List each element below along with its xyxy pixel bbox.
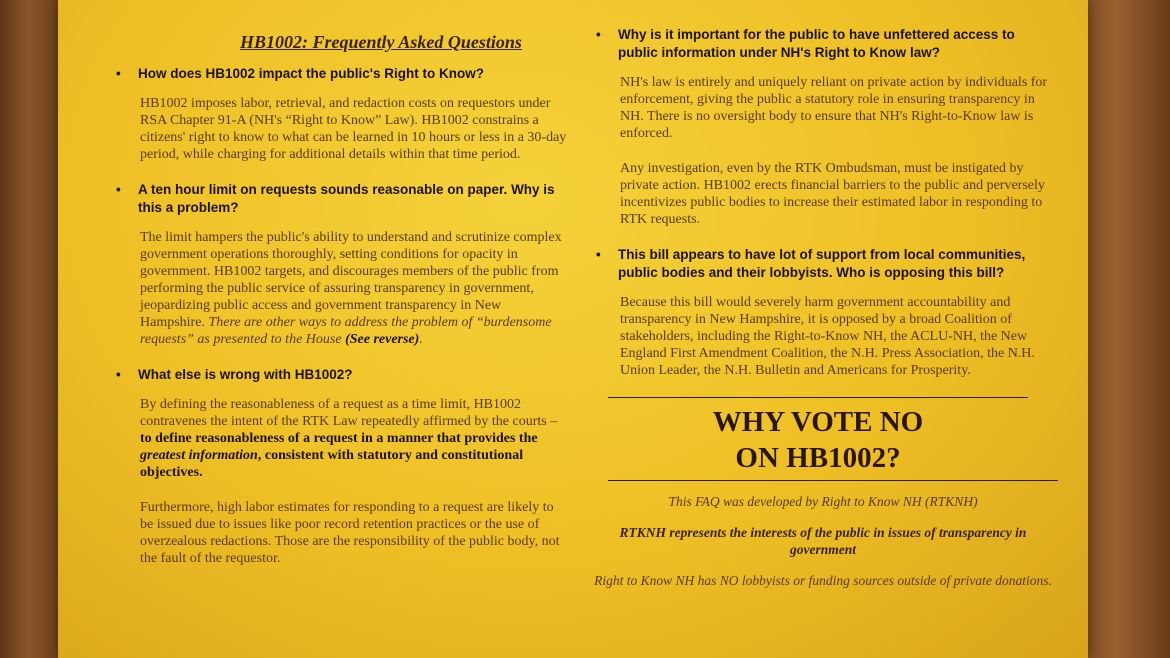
answer-5: Because this bill would severely harm government accountability and transparency in New Hampshire, it is opposed by a broad Coalition of stakeholders, including the Right-to-Know NH, the ACLU-NH, the New England First Amendment Coalition, the N.H. Press Association, the N.H. Union Leader, the N.H. Bulletin and Americans for Prosperity. xyxy=(620,295,1035,378)
wood-surface-right xyxy=(1080,0,1170,658)
headline-line-1: WHY VOTE NO xyxy=(712,406,924,438)
document-title: HB1002: Frequently Asked Questions xyxy=(240,32,522,52)
answer-2-italic: There are other ways to address the problem of “burdensome requests” as presented to the House xyxy=(140,315,552,347)
bullet-icon: • xyxy=(116,182,121,197)
answer-3a-bolditalic: greatest information xyxy=(140,448,258,463)
question-1 xyxy=(108,65,568,83)
divider-top xyxy=(608,397,1028,398)
question-3 xyxy=(108,366,568,384)
answer-3a-text: By defining the reasonableness of a request as a time limit, HB1002 contravenes the intent of the RTK Law repeatedly affirmed by the courts – xyxy=(140,397,558,429)
wood-surface-left xyxy=(0,0,62,658)
divider-bottom xyxy=(608,480,1058,481)
right-column xyxy=(588,26,1058,603)
answer-3a xyxy=(140,396,568,481)
question-5-text: This bill appears to have lot of support from local communities, public bodies and their lobbyists. Who is opposing this bill? xyxy=(618,247,1026,280)
question-2-text: A ten hour limit on requests sounds reasonable on paper. Why is this a problem? xyxy=(138,182,555,215)
question-2 xyxy=(108,181,568,217)
bullet-icon: • xyxy=(116,66,121,81)
footer-developed: This FAQ was developed by Right to Know NH (RTKNH) xyxy=(668,494,978,509)
footer-represents: RTKNH represents the interests of the public in issues of transparency in government xyxy=(619,525,1027,557)
answer-3b: Furthermore, high labor estimates for responding to a request are likely to be issued due to issues like poor record retention practices or the use of overzealous redactions. Those are the responsibility of the public body, not the fault of the requestor. xyxy=(140,500,560,566)
footer-lobbyists: Right to Know NH has NO lobbyists or funding sources outside of private donations. xyxy=(594,573,1052,588)
bullet-icon: • xyxy=(596,247,601,262)
answer-2 xyxy=(140,229,568,348)
question-4-text: Why is it important for the public to have unfettered access to public information under NH's Right to Know law? xyxy=(618,27,1015,60)
bullet-icon: • xyxy=(596,27,601,42)
answer-2-see-reverse: (See reverse) xyxy=(345,332,420,347)
answer-1: HB1002 imposes labor, retrieval, and redaction costs on requestors under RSA Chapter 91-A (NH's “Right to Know” Law). HB1002 constrains a citizens' right to know to what can be learned in 10 hours or less in a 30-day period, while charging for additional details within that time period. xyxy=(140,96,567,162)
answer-3a-bold2: , consistent with statutory and constitutional objectives. xyxy=(140,448,524,480)
left-column xyxy=(108,28,568,585)
bullet-icon: • xyxy=(116,367,121,382)
question-3-text: What else is wrong with HB1002? xyxy=(138,367,353,382)
faq-paper xyxy=(58,0,1088,658)
headline-line-2: ON HB1002? xyxy=(735,442,901,474)
answer-2-text: The limit hampers the public's ability to understand and scrutinize complex government operations thoroughly, setting conditions for opacity in government. HB1002 targets, and discourages members of the public from performing the public service of assuring transparency in government, jeopardizing public access and government transparency in New Hampshire. xyxy=(140,230,562,330)
question-1-text: How does HB1002 impact the public's Right to Know? xyxy=(138,66,484,81)
question-4 xyxy=(588,26,1058,62)
answer-4b: Any investigation, even by the RTK Ombudsman, must be instigated by private action. HB1002 erects financial barriers to the public and perversely incentivizes public bodies to increase their estimated labor in responding to RTK requests. xyxy=(620,161,1045,227)
answer-2-end: . xyxy=(419,332,423,347)
answer-3a-bold: to define reasonableness of a request in a manner that provides the xyxy=(140,431,538,446)
question-5 xyxy=(588,246,1058,282)
answer-4a: NH's law is entirely and uniquely reliant on private action by individuals for enforcement, giving the public a statutory role in ensuring transparency in NH. There is no oversight body to ensure that NH's Right-to-Know law is enforced. xyxy=(620,75,1048,141)
